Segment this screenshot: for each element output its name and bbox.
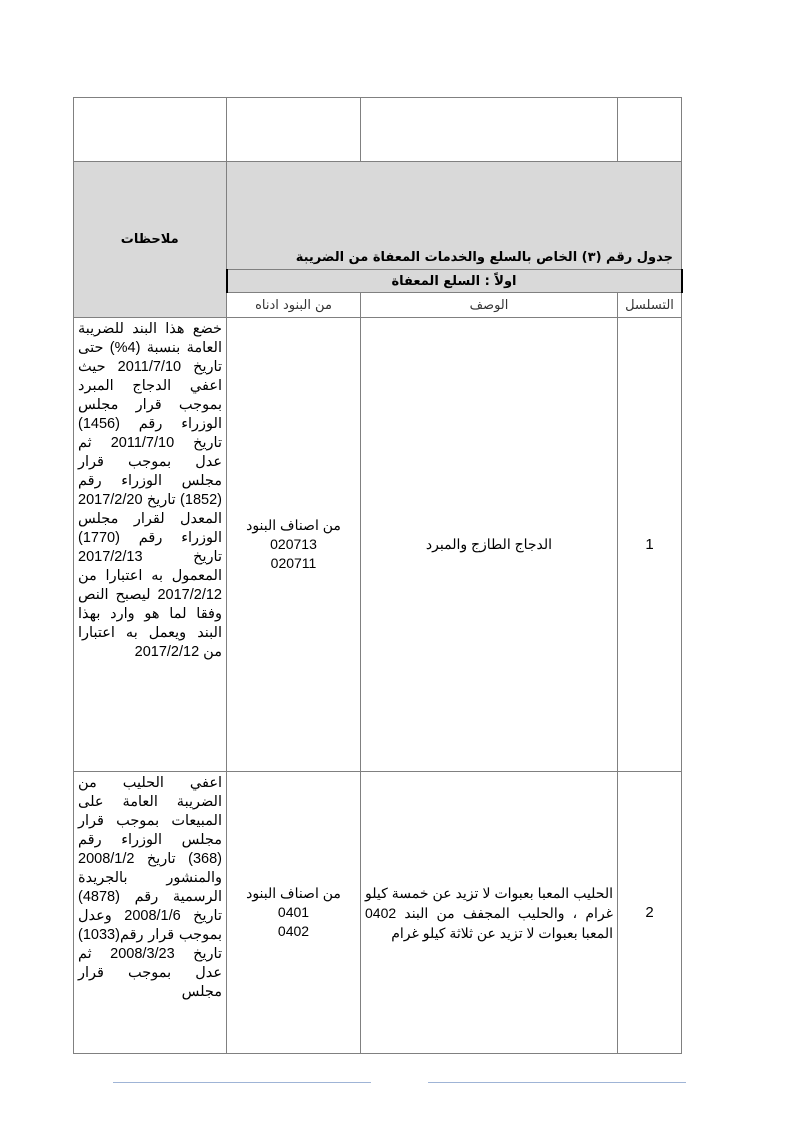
item-code: 0402 <box>277 923 310 939</box>
exempt-goods-table <box>73 97 683 1054</box>
row-notes: اعفي الحليب من الضريبة العامة على المبيعات بموجب قرار مجلس الوزراء رقم (368) تاريخ 2008/1/2 والمنشور بالجريدة الرسمية رقم (4878) تاريخ 2008/1/6 وعدل بموجب قرار رقم(1033) تاريخ 2008/3/23 ثم عدل بموجب قرار مجلس <box>74 772 227 1054</box>
column-header-description: الوصف <box>361 293 618 318</box>
empty-cell <box>74 98 227 162</box>
section-title: اولاً : السلع المعفاة <box>227 270 682 293</box>
items-prefix: من اصناف البنود <box>246 885 341 901</box>
row-items <box>227 772 361 1054</box>
empty-cell <box>618 98 682 162</box>
item-code: 020713 <box>270 536 317 552</box>
row-notes: خضع هذا البند للضريبة العامة بنسبة (4%) حتى تاريخ 2011/7/10 حيث اعفي الدجاج المبرد بموجب قرار مجلس الوزراء رقم (1456) تاريخ 2011/7/10 ثم عدل بموجب قرار مجلس الوزراء رقم (1852) تاريخ 2017/2/20 المعدل لقرار مجلس الوزراء رقم (1770) تاريخ 2017/2/13 المعمول به اعتبارا من 2017/2/12 ليصبح النص وفقا لما هو وارد بهذا البند ويعمل به اعتبارا من 2017/2/12 <box>74 318 227 772</box>
empty-top-row <box>74 98 682 162</box>
table-title: جدول رقم (٣) الخاص بالسلع والخدمات المعفاة من الضريبة <box>227 162 682 270</box>
footer-divider-left <box>113 1082 371 1083</box>
item-code: 020711 <box>270 555 317 571</box>
row-description: الدجاج الطازج والمبرد <box>361 318 618 772</box>
table-row <box>74 772 682 1054</box>
item-code: 0401 <box>277 904 310 920</box>
notes-header: ملاحظات <box>74 162 227 318</box>
row-seq: 1 <box>618 318 682 772</box>
column-header-seq: التسلسل <box>618 293 682 318</box>
footer-divider-right <box>428 1082 686 1083</box>
table-row <box>74 318 682 772</box>
empty-cell <box>361 98 618 162</box>
row-seq: 2 <box>618 772 682 1054</box>
empty-cell <box>227 98 361 162</box>
table-title-row <box>74 162 682 270</box>
column-header-items: من البنود ادناه <box>227 293 361 318</box>
row-description: الحليب المعبا بعبوات لا تزيد عن خمسة كيلو غرام ، والحليب المجفف من البند 0402 المعبا بعبوات لا تزيد عن ثلاثة كيلو غرام <box>361 772 618 1054</box>
row-items <box>227 318 361 772</box>
items-prefix: من اصناف البنود <box>246 517 341 533</box>
